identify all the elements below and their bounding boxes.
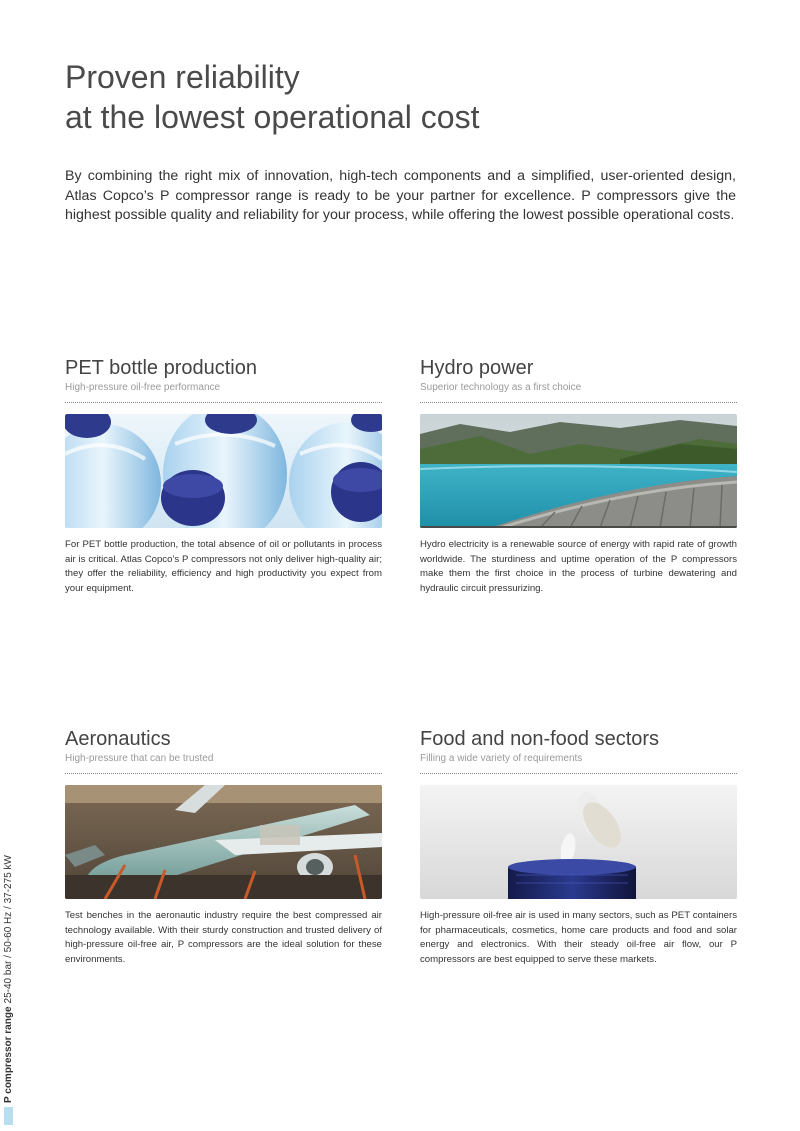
page-title bbox=[65, 57, 479, 137]
section-heading: Hydro power bbox=[420, 357, 534, 379]
dotted-divider bbox=[65, 773, 382, 774]
section-heading: Food and non-food sectors bbox=[420, 728, 660, 750]
section-subtitle: High-pressure that can be trusted bbox=[65, 753, 214, 764]
section-hydro-power bbox=[420, 356, 737, 596]
section-subtitle: High-pressure oil-free performance bbox=[65, 382, 221, 393]
section-subtitle: Filling a wide variety of requirements bbox=[420, 753, 583, 764]
aircraft-hangar-photo bbox=[65, 785, 382, 899]
title-line-1: Proven reliability bbox=[65, 59, 300, 95]
section-heading: PET bottle production bbox=[65, 357, 257, 379]
intro-paragraph: By combining the right mix of innovation, high-tech components and a simplified, user-oriented design, Atlas Copco’s P compressor range is ready to be your partner for excellence. P compressors give the highest possible quality and reliability for your process, while offering the lowest possible operational costs. bbox=[65, 168, 736, 223]
product-name: P compressor range bbox=[3, 1006, 14, 1103]
section-aeronautics bbox=[65, 727, 382, 967]
accent-marker bbox=[4, 1107, 13, 1125]
section-food-non-food bbox=[420, 727, 737, 967]
section-body: High-pressure oil-free air is used in many sectors, such as PET containers for pharmaceuticals, cosmetics, home care products and food and solar energy and electronics. With their steady oil-free air flow, our P compressors are best equipped to serve these markets. bbox=[420, 910, 737, 965]
section-body: Hydro electricity is a renewable source of energy with rapid rate of growth worldwide. The sturdiness and uptime operation of the P compressors make them the first choice in the process of turbine dewatering and hydraulic circuit pressurizing. bbox=[420, 539, 737, 594]
section-body: For PET bottle production, the total absence of oil or pollutants in process air is critical. Atlas Copco’s P compressors not only deliver high-quality air; they offer the reliability, efficiency and high productivity you expect from your equipment. bbox=[65, 539, 382, 594]
product-specs: 25-40 bar / 50-60 Hz / 37-275 kW bbox=[3, 855, 14, 1004]
dotted-divider bbox=[65, 402, 382, 403]
dotted-divider bbox=[420, 773, 737, 774]
section-pet-bottle-production bbox=[65, 356, 382, 596]
pills-jar-photo bbox=[420, 785, 737, 899]
section-body: Test benches in the aeronautic industry require the best compressed air technology available. With their sturdy construction and trusted delivery of high-pressure oil-free air, P compressors are the ideal solution for these environments. bbox=[65, 910, 382, 965]
dotted-divider bbox=[420, 402, 737, 403]
title-line-2: at the lowest operational cost bbox=[65, 99, 480, 135]
sidebar-product-label bbox=[3, 855, 14, 1125]
section-subtitle: Superior technology as a first choice bbox=[420, 382, 582, 393]
dam-reservoir-photo bbox=[420, 414, 737, 528]
water-bottles-photo bbox=[65, 414, 382, 528]
section-heading: Aeronautics bbox=[65, 728, 171, 750]
